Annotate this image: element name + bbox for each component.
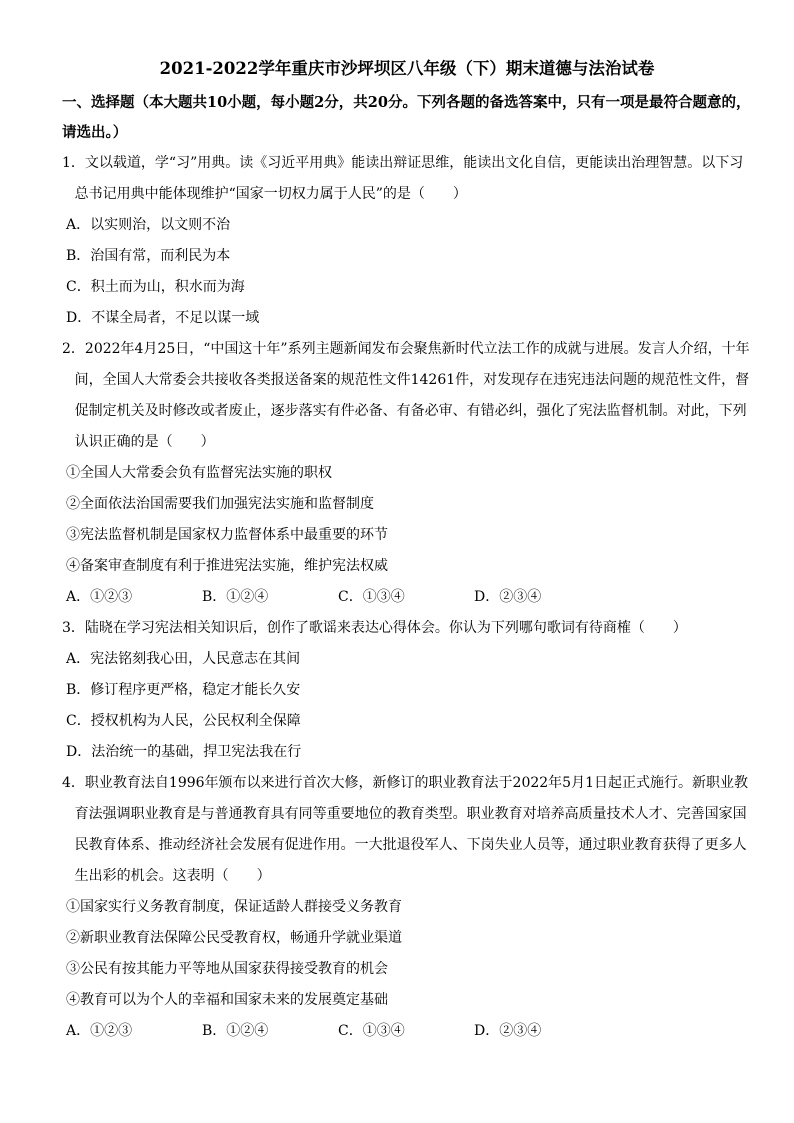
option-b: B．修订程序更严格，稳定才能长久安: [66, 682, 301, 698]
choice-c: C．①③④: [338, 589, 405, 605]
exam-title: 2021-2022学年重庆市沙坪坝区八年级（下）期末道德与法治试卷: [159, 59, 655, 78]
option-a: A．宪法铭刻我心田，人民意志在其间: [66, 651, 301, 667]
choice-c: C．①③④: [338, 1023, 405, 1039]
choice-d: D．②③④: [474, 1023, 542, 1039]
statement-1: ①全国人大常委会负有监督宪法实施的职权: [66, 465, 332, 481]
statement-3: ③宪法监督机制是国家权力监督体系中最重要的环节: [66, 527, 388, 543]
question-stem: 3．陆晓在学习宪法相关知识后，创作了歌谣来表达心得体会。你认为下列哪句歌词有待商榷（ ）: [62, 620, 687, 636]
question-2: [62, 334, 752, 613]
choice-b: B．①②④: [202, 589, 269, 605]
statement-4: ④备案审查制度有利于推进宪法实施，维护宪法权威: [66, 558, 388, 574]
question-stem: 4．职业教育法自1996年颁布以来进行首次大修，新修订的职业教育法于2022年5月1日起正式施行。新职业教育法强调职业教育是与普通教育具有同等重要地位的教育类型。职业教育对培养高质量技术人才、完善国家国民教育体系、推动经济社会发展有促进作用。一大批退役军人、下岗失业人员等，通过职业教育获得了更多人生出彩的机会。这表明（ ）: [62, 775, 748, 884]
option-d: D．不谋全局者，不足以谋一域: [66, 310, 260, 326]
question-3: [62, 613, 752, 768]
exam-page: [62, 56, 752, 1047]
statement-3: ③公民有按其能力平等地从国家获得接受教育的机会: [66, 961, 388, 977]
section-header: 一、选择题（本大题共10小题，每小题2分，共20分。下列各题的备选答案中，只有一项是最符合题意的，请选出。）: [62, 94, 751, 141]
option-a: A．以实则治，以文则不治: [66, 217, 231, 233]
option-d: D．法治统一的基础，捍卫宪法我在行: [66, 744, 302, 760]
choice-a: A．①②③: [66, 589, 133, 605]
question-stem: 2．2022年4月25日，“中国这十年”系列主题新闻发布会聚焦新时代立法工作的成就与进展。发言人介绍，十年间，全国人大常委会共接收各类报送备案的规范性文件14261件，对发现存在违宪违法问题的规范性文件，督促制定机关及时修改或者废止，逐步落实有件必备、有备必审、有错必纠，强化了宪法监督机制。对此，下列认识正确的是（ ）: [62, 341, 750, 450]
statement-1: ①国家实行义务教育制度，保证适龄人群接受义务教育: [66, 899, 402, 915]
statement-2: ②新职业教育法保障公民受教育权，畅通升学就业渠道: [66, 930, 402, 946]
question-stem: 1．文以载道，学“习”用典。读《习近平用典》能读出辩证思维，能读出文化自信，更能读出治理智慧。以下习总书记用典中能体现维护“国家一切权力属于人民”的是（ ）: [62, 155, 744, 202]
question-4: [62, 768, 752, 1047]
question-1: [62, 148, 752, 334]
statement-2: ②全面依法治国需要我们加强宪法实施和监督制度: [66, 496, 374, 512]
option-c: C．授权机构为人民，公民权利全保障: [66, 713, 301, 729]
choice-d: D．②③④: [474, 589, 542, 605]
choice-a: A．①②③: [66, 1023, 133, 1039]
option-b: B．治国有常，而利民为本: [66, 248, 231, 264]
choice-b: B．①②④: [202, 1023, 269, 1039]
choice-row: [62, 1016, 752, 1047]
choice-row: [62, 582, 752, 613]
statement-4: ④教育可以为个人的幸福和国家未来的发展奠定基础: [66, 992, 388, 1008]
option-c: C．积土而为山，积水而为海: [66, 279, 245, 295]
